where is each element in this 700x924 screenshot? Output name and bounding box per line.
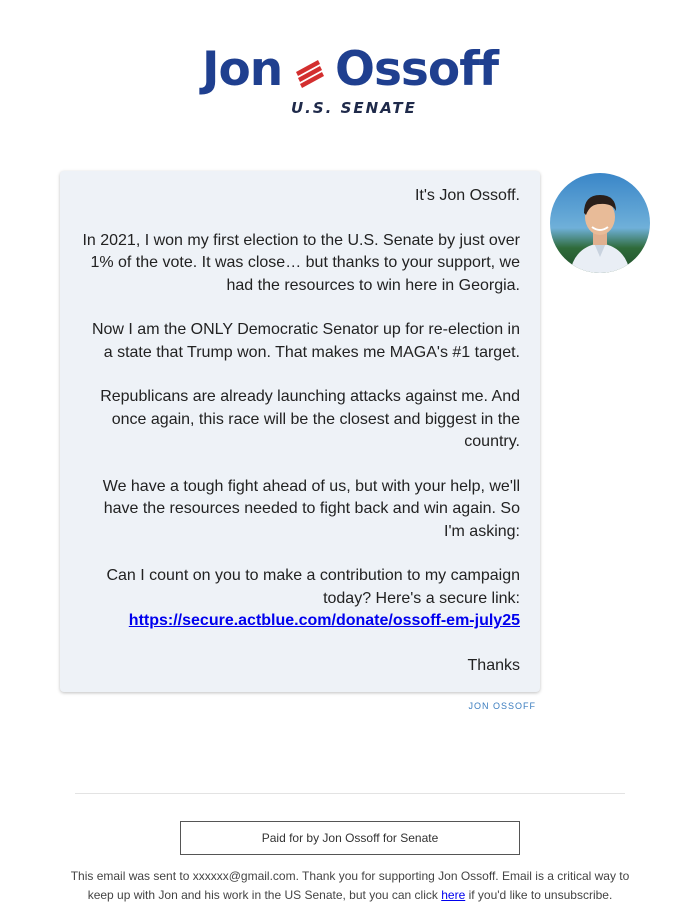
- message-paragraph-3: Republicans are already launching attacks against me. And once again, this race will be the closest and biggest in the country.: [100, 388, 520, 450]
- logo-last-name: Ossoff: [335, 42, 499, 97]
- message-paragraph-5: [82, 565, 520, 633]
- donate-link[interactable]: https://secure.actblue.com/donate/ossoff-em-july25: [128, 612, 520, 629]
- footer-sent-prefix: This email was sent to: [70, 869, 193, 883]
- donation-ask: Can I count on you to make a contribution to my campaign today? Here's a secure link:: [106, 567, 520, 607]
- footer-divider: [75, 793, 625, 794]
- footer-unsubscribe-suffix: if you'd like to unsubscribe.: [465, 888, 613, 902]
- unsubscribe-link[interactable]: here: [441, 888, 466, 902]
- signature: JON OSSOFF: [468, 701, 536, 711]
- message-closing: Thanks: [467, 656, 520, 674]
- message-greeting: It's Jon Ossoff.: [414, 187, 520, 204]
- flag-stripes-icon: [296, 58, 334, 88]
- logo-wordmark: [200, 42, 500, 97]
- message-paragraph-1: In 2021, I won my first election to the U.S. Senate by just over 1% of the vote. It was close… but thanks to your support, we had the resources to win here in Georgia.: [82, 231, 520, 294]
- logo-subtitle: U.S. SENATE: [291, 99, 417, 117]
- message-paragraph-4: We have a tough fight ahead of us, but with your help, we'll have the resources needed to fight back and win again. So I'm asking:: [102, 477, 520, 540]
- message-bubble: [60, 171, 540, 692]
- message-body: [82, 185, 520, 677]
- logo-first-name: Jon: [202, 42, 283, 97]
- message-paragraph-2: Now I am the ONLY Democratic Senator up for re-election in a state that Trump won. That makes me MAGA's #1 target.: [91, 321, 520, 361]
- footer-notice: [60, 867, 640, 905]
- avatar: [550, 173, 650, 273]
- recipient-email: xxxxxx@gmail.com: [192, 869, 296, 883]
- candidate-portrait: [550, 173, 650, 273]
- paid-for-disclaimer: Paid for by Jon Ossoff for Senate: [180, 821, 520, 855]
- footer-sent-suffix: . Thank you for supporting Jon Ossoff. Email is a critical way to keep up with Jon and his work in the US Senate, but you can click: [87, 869, 630, 902]
- campaign-logo: [0, 44, 700, 118]
